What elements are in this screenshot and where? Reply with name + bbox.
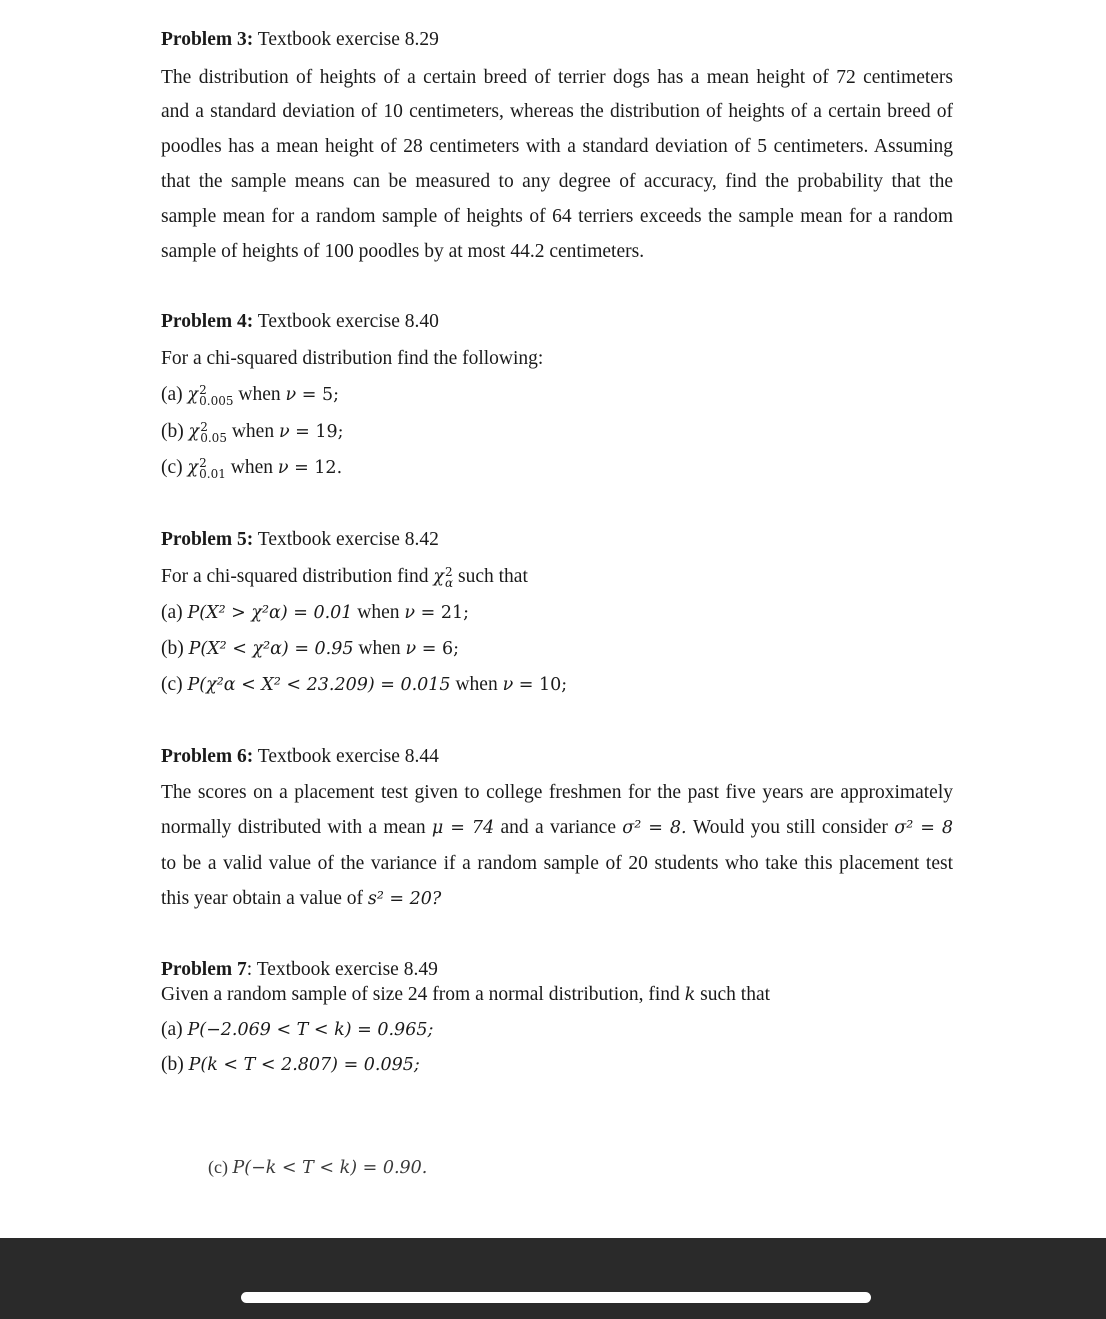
problem-4-label: Problem 4: [161,311,254,332]
problem-4-source: Textbook exercise 8.40 [257,311,439,332]
nu-value: 21; [440,603,470,623]
problem-4-intro: For a chi-squared distribution find the following: [161,348,544,369]
variance-expression: σ² = 8 [894,818,953,838]
part-tag: (a) [161,384,183,405]
problem-6-heading [161,745,439,769]
text: Given a random sample of size 24 from a normal distribution, find [161,984,680,1005]
text: this year obtain a value of [161,888,363,909]
prob-expression: P(X² < χ²α) = 0.95 [188,639,354,659]
when-text: when [357,602,400,623]
prob-expression: P(−k < T < k) = 0.90. [232,1158,428,1178]
nu-value: 6; [441,639,459,659]
nu-value: 10; [539,675,568,695]
problem-5-intro: For a chi-squared distribution find χ 2 α such that [161,564,528,590]
variance-expression: σ² = 8. [622,818,687,838]
problem-3-source: Textbook exercise 8.29 [257,29,439,50]
when-text: when [358,638,401,659]
problem-3-line-3: poodles has a mean height of 28 centimeters with a standard deviation of 5 centimeters. Assuming [161,136,953,157]
text: Would you still consider [692,817,888,838]
problem-3-label: Problem 3: [161,29,254,50]
prob-expression: P(χ²α < X² < 23.209) = 0.015 [187,675,451,695]
problem-5-label: Problem 5: [161,529,254,550]
when-text: when [238,384,281,405]
nu-value: 5 [321,385,334,405]
problem-3-line-6: sample of heights of 100 poodles by at most 44.2 centimeters. [161,241,645,262]
bottom-bar [0,1238,1106,1319]
part-tag: (b) [161,638,184,659]
problem-7-source: : Textbook exercise 8.49 [246,959,438,980]
problem-4-heading [161,310,439,334]
problem-6-line-1: The scores on a placement test given to college freshmen for the past five years are approximately [161,782,953,803]
problem-3-heading [161,28,439,52]
nu-value: 19 [315,422,338,442]
part-tag: (a) [161,602,183,623]
punct: ; [333,385,339,405]
punct: . [336,458,343,478]
problem-3-line-2: and a standard deviation of 10 centimeters, whereas the distribution of heights of a certain breed of [161,101,953,122]
problem-6-source: Textbook exercise 8.44 [257,746,439,767]
when-text: when [455,674,498,695]
chi-subscript: 0.01 [199,466,226,481]
problem-7-part-a [161,1018,433,1042]
problem-4-part-b: (b) χ 2 0.05 when ν = 19; [161,419,344,445]
problem-3-line-1: The distribution of heights of a certain breed of terrier dogs has a mean height of 72 centimeters [161,67,953,88]
mu-expression: μ = 74 [431,818,495,838]
part-tag: (b) [161,421,184,442]
prob-expression: P(k < T < 2.807) = 0.095; [188,1055,420,1075]
punct: ; [337,422,344,442]
problem-5-part-c: (c) P(χ²α < X² < 23.209) = 0.015 when ν = 10; [161,674,568,695]
problem-6-line-4 [161,887,441,911]
when-text: when [231,421,275,442]
problem-5-heading [161,528,439,552]
part-tag: (c) [208,1157,228,1177]
problem-5-part-b: (b) P(X² < χ²α) = 0.95 when ν = 6; [161,638,459,659]
problem-4-part-c: (c) χ 2 0.01 when ν = 12. [161,455,343,481]
text: and a variance [500,817,616,838]
part-tag: (c) [161,457,183,478]
problem-7-part-b [161,1053,420,1077]
prob-expression: P(−2.069 < T < k) = 0.965; [187,1020,434,1040]
part-tag: (c) [161,674,183,695]
problem-6-line-3: to be a valid value of the variance if a random sample of 20 students who take this placement test [161,853,953,874]
problem-7-heading [161,958,438,982]
chi-subscript: 0.05 [200,430,227,445]
problem-7-label: Problem 7 [161,959,247,980]
chi-subscript: 0.005 [199,393,234,408]
problem-7-part-c [208,1155,427,1180]
when-text: when [230,457,273,478]
problem-5-part-a: (a) P(X² > χ²α) = 0.01 when ν = 21; [161,602,470,623]
home-indicator[interactable] [241,1292,871,1303]
problem-6-label: Problem 6: [161,746,254,767]
intro-text-end: such that [458,566,528,587]
prob-expression: P(X² > χ²α) = 0.01 [187,603,353,623]
problem-4-part-a: (a) χ 2 0.005 when ν = 5; [161,382,339,408]
part-tag: (b) [161,1054,184,1075]
nu-value: 12 [314,458,337,478]
sample-variance-expression: s² = 20? [367,889,442,909]
problem-5-source: Textbook exercise 8.42 [257,529,439,550]
problem-3-line-5: sample mean for a random sample of heights of 64 terriers exceeds the sample mean for a random [161,206,953,227]
text: such that [700,984,771,1005]
part-tag: (a) [161,1019,183,1040]
k-variable: k [684,985,696,1005]
problem-6-line-2 [161,816,953,840]
text: normally distributed with a mean [161,817,426,838]
problem-3-line-4: that the sample means can be measured to any degree of accuracy, find the probability that the [161,171,953,192]
problem-7-intro [161,983,770,1007]
intro-text: For a chi-squared distribution find [161,566,429,587]
